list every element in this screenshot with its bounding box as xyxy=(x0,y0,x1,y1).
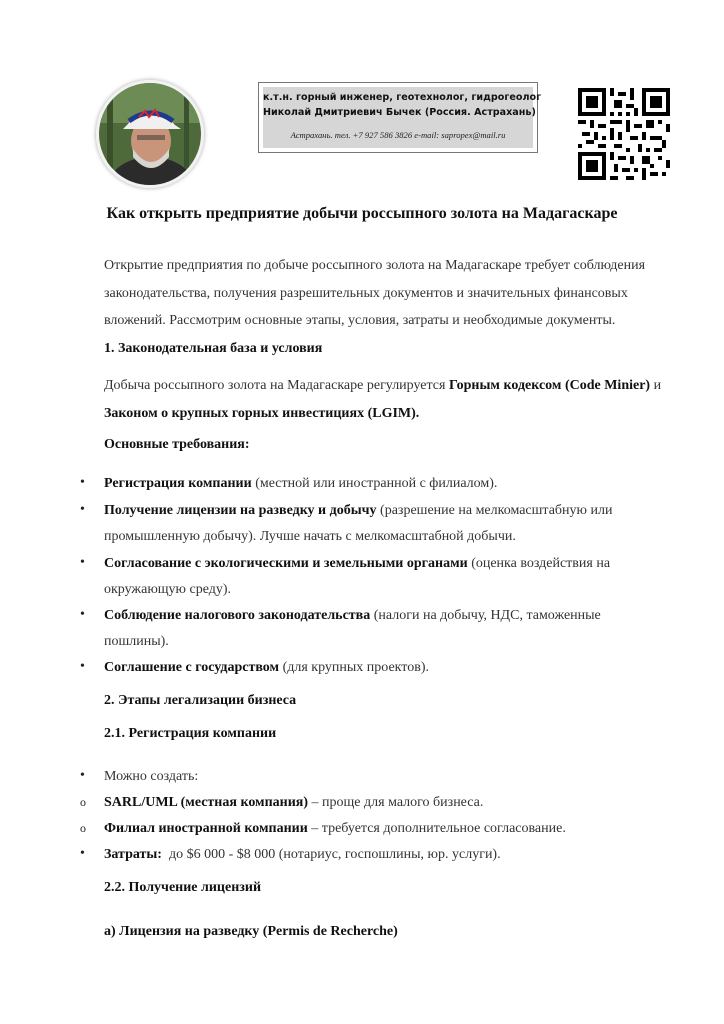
list-item-bold: SARL/UML (местная компания) xyxy=(104,795,309,810)
bullet-marker: • xyxy=(80,555,85,570)
author-name: Николай Дмитриевич Бычек (Россия. Астрахань) xyxy=(263,107,536,118)
bullet-marker: • xyxy=(80,659,85,674)
list-item xyxy=(104,603,664,655)
list-item-text: (для крупных проектов). xyxy=(279,660,429,675)
list-item-text: (разрешение на мелкомасштабную или промышленную добычу). Лучше начать с мелкомасштабной добычи. xyxy=(104,503,613,544)
bullet-marker-hollow: o xyxy=(80,821,86,835)
intro-paragraph: Открытие предприятия по добыче россыпного золота на Мадагаскаре требует соблюдения законодательства, получения разрешительных документов и значительных финансовых вложений. Рассмотрим основные этапы, условия, затраты и необходимые документы. xyxy=(104,258,646,328)
list-item xyxy=(104,551,664,603)
list-item xyxy=(104,790,664,816)
list-item-bold: Филиал иностранной компании xyxy=(104,821,308,836)
bullet-marker: • xyxy=(80,502,85,517)
list-item-text: (оценка воздействия на окружающую среду). xyxy=(104,556,611,597)
list-item xyxy=(104,842,664,868)
list-item: Можно создать: xyxy=(104,769,199,784)
author-header-box xyxy=(258,82,542,153)
costs-text: до $6 000 - $8 000 (нотариус, госпошлины, юр. услуги). xyxy=(161,847,501,862)
section-1-text-pre: Добыча россыпного золота на Мадагаскаре регулируется xyxy=(104,378,449,393)
list-item xyxy=(104,655,664,681)
costs-label: Затраты: xyxy=(104,847,162,862)
section-1-heading: 1. Законодательная база и условия xyxy=(104,341,323,356)
list-item-bold: Соглашение с государством xyxy=(104,660,280,675)
section-1-bold-law: Законом о крупных горных инвестициях (LGIM). xyxy=(104,405,420,421)
author-photo xyxy=(96,80,204,188)
list-item-text: – проще для малого бизнеса. xyxy=(308,795,484,810)
portrait-image xyxy=(99,83,201,185)
section-1-text-mid: и xyxy=(650,378,662,393)
page-title: Как открыть предприятие добычи россыпного золота на Мадагаскаре xyxy=(106,205,618,222)
section-2-2-heading: 2.2. Получение лицензий xyxy=(104,880,262,895)
bullet-marker: • xyxy=(80,846,85,861)
author-header-inner xyxy=(263,87,542,148)
qr-code-icon xyxy=(578,88,670,180)
list-item xyxy=(104,471,664,497)
section-2-1-heading: 2.1. Регистрация компании xyxy=(104,726,277,741)
list-item-text: – требуется дополнительное согласование. xyxy=(307,821,566,836)
list-item-bold: Регистрация компании xyxy=(104,476,252,491)
section-1-bold-code: Горным кодексом (Code Minier) xyxy=(448,378,651,393)
list-item-bold: Получение лицензии на разведку и добычу xyxy=(104,503,377,518)
requirements-heading: Основные требования: xyxy=(104,437,250,452)
list-item xyxy=(104,816,664,842)
list-item-text: (налоги на добычу, НДС, таможенные пошлины). xyxy=(104,608,601,649)
section-2-heading: 2. Этапы легализации бизнеса xyxy=(104,693,297,708)
author-credentials: к.т.н. горный инженер, геотехнолог, гидрогеолог xyxy=(263,92,542,103)
bullet-marker-hollow: o xyxy=(80,795,86,809)
list-item-bold: Соблюдение налогового законодательства xyxy=(104,608,371,623)
list-item-text: (местной или иностранной с филиалом). xyxy=(251,476,498,491)
section-2-2a-heading: а) Лицензия на разведку (Permis de Recherche) xyxy=(104,924,398,939)
bullet-marker: • xyxy=(80,768,85,783)
author-contacts: Астрахань. тел. +7 927 586 3826 e-mail: sapropex@mail.ru xyxy=(290,130,506,140)
section-1-paragraph xyxy=(104,372,684,427)
list-item xyxy=(104,498,664,550)
list-item-bold: Согласование с экологическими и земельными органами xyxy=(104,556,468,571)
bullet-marker: • xyxy=(80,607,85,622)
bullet-marker: • xyxy=(80,475,85,490)
